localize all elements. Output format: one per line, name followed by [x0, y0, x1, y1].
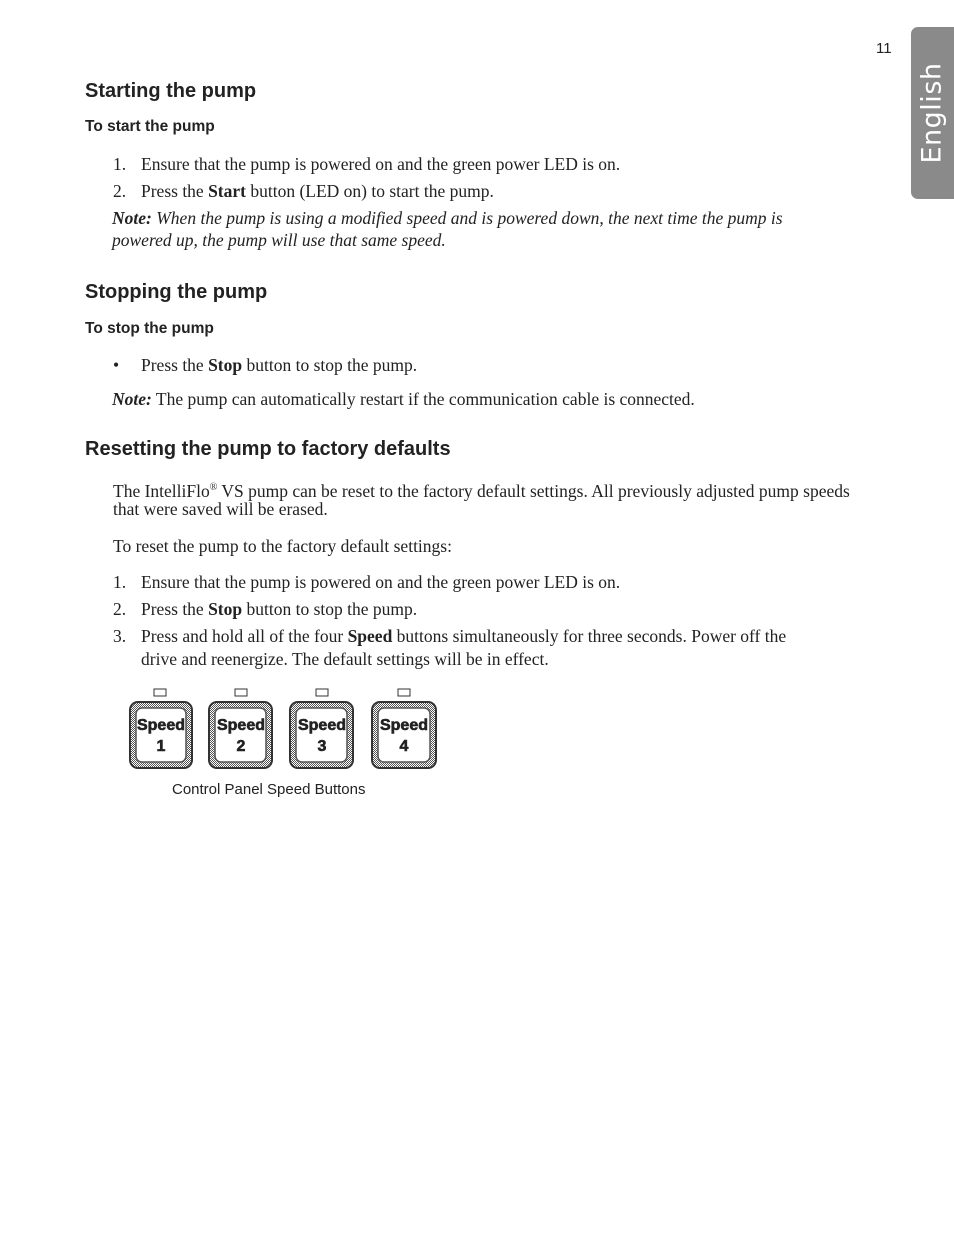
- step-text-part: Press the: [141, 181, 209, 201]
- speed-button-label: Speed: [297, 717, 347, 734]
- bullet-text-part: button to stop the pump.: [242, 355, 418, 375]
- step-text: [141, 625, 871, 648]
- lead-text: To reset the pump to the factory default settings:: [113, 536, 452, 556]
- step-text: Ensure that the pump is powered on and the green power LED is on.: [141, 572, 621, 592]
- step-number: 2.: [113, 599, 127, 619]
- speed-button-label: Speed: [347, 626, 393, 646]
- step-text: [141, 598, 871, 621]
- speed-button-number: 4: [399, 738, 409, 755]
- section-heading-stopping: Stopping the pump: [85, 281, 268, 303]
- note-text: The pump can automatically restart if the communication cable is connected.: [151, 389, 695, 409]
- subheading-to-stop: To stop the pump: [85, 320, 214, 337]
- step-text-part: buttons simultaneously for three seconds. Power off the: [392, 626, 787, 646]
- speed-button-1: [130, 689, 192, 768]
- step-number: 1.: [113, 572, 127, 592]
- speed-button-number: 1: [156, 738, 166, 755]
- intro-line: that were saved will be erased.: [113, 499, 328, 519]
- speed-button-2: [209, 689, 272, 768]
- step-text-part: button to stop the pump.: [242, 599, 418, 619]
- section-heading-starting: Starting the pump: [85, 80, 257, 102]
- intro-text: VS pump can be reset to the factory default settings. All previously adjusted pump speeds: [217, 480, 850, 501]
- step-text-part: Press and hold all of the four: [141, 626, 348, 646]
- bullet: •: [113, 355, 120, 375]
- step-text-part: button (LED on) to start the pump.: [245, 181, 494, 201]
- speed-button-number: 2: [236, 738, 246, 755]
- speed-button-label: Speed: [136, 717, 186, 734]
- led-indicator: [154, 689, 166, 696]
- note-text: When the pump is using a modified speed and is powered down, the next time the pump is: [151, 208, 783, 228]
- step-text: [141, 180, 871, 203]
- bullet-text: [141, 354, 871, 377]
- speed-button-3: [290, 689, 353, 768]
- led-indicator: [235, 689, 247, 696]
- subheading-to-start: To start the pump: [85, 118, 215, 135]
- step-text: drive and reenergize. The default settings will be in effect.: [141, 649, 549, 669]
- speed-button-label: Speed: [379, 717, 429, 734]
- section-heading-resetting: Resetting the pump to factory defaults: [85, 438, 451, 460]
- page-number: 11: [876, 40, 892, 57]
- registered-mark: ®: [209, 482, 218, 493]
- figure-caption: Control Panel Speed Buttons: [172, 781, 366, 798]
- led-indicator: [398, 689, 410, 696]
- led-indicator: [316, 689, 328, 696]
- speed-button-number: 3: [317, 738, 327, 755]
- note-label: Note:: [112, 208, 152, 228]
- speed-button-4: [372, 689, 436, 768]
- language-tab-label: English: [916, 62, 948, 164]
- step-number: 3.: [113, 626, 127, 646]
- note-line: [112, 388, 695, 411]
- speed-buttons-figure: [128, 686, 440, 772]
- bullet-text-part: Press the: [141, 355, 209, 375]
- stop-button-label: Stop: [208, 599, 243, 619]
- note-label: Note:: [112, 389, 152, 409]
- step-number: 1.: [113, 154, 127, 174]
- stop-button-label: Stop: [208, 355, 243, 375]
- speed-button-label: Speed: [216, 717, 266, 734]
- note-line: [112, 207, 783, 230]
- intro-text: The IntelliFlo: [113, 480, 210, 501]
- step-number: 2.: [113, 181, 127, 201]
- step-text: Ensure that the pump is powered on and the green power LED is on.: [141, 154, 621, 174]
- step-text-part: Press the: [141, 599, 209, 619]
- start-button-label: Start: [208, 181, 246, 201]
- note-line: powered up, the pump will use that same speed.: [112, 230, 446, 250]
